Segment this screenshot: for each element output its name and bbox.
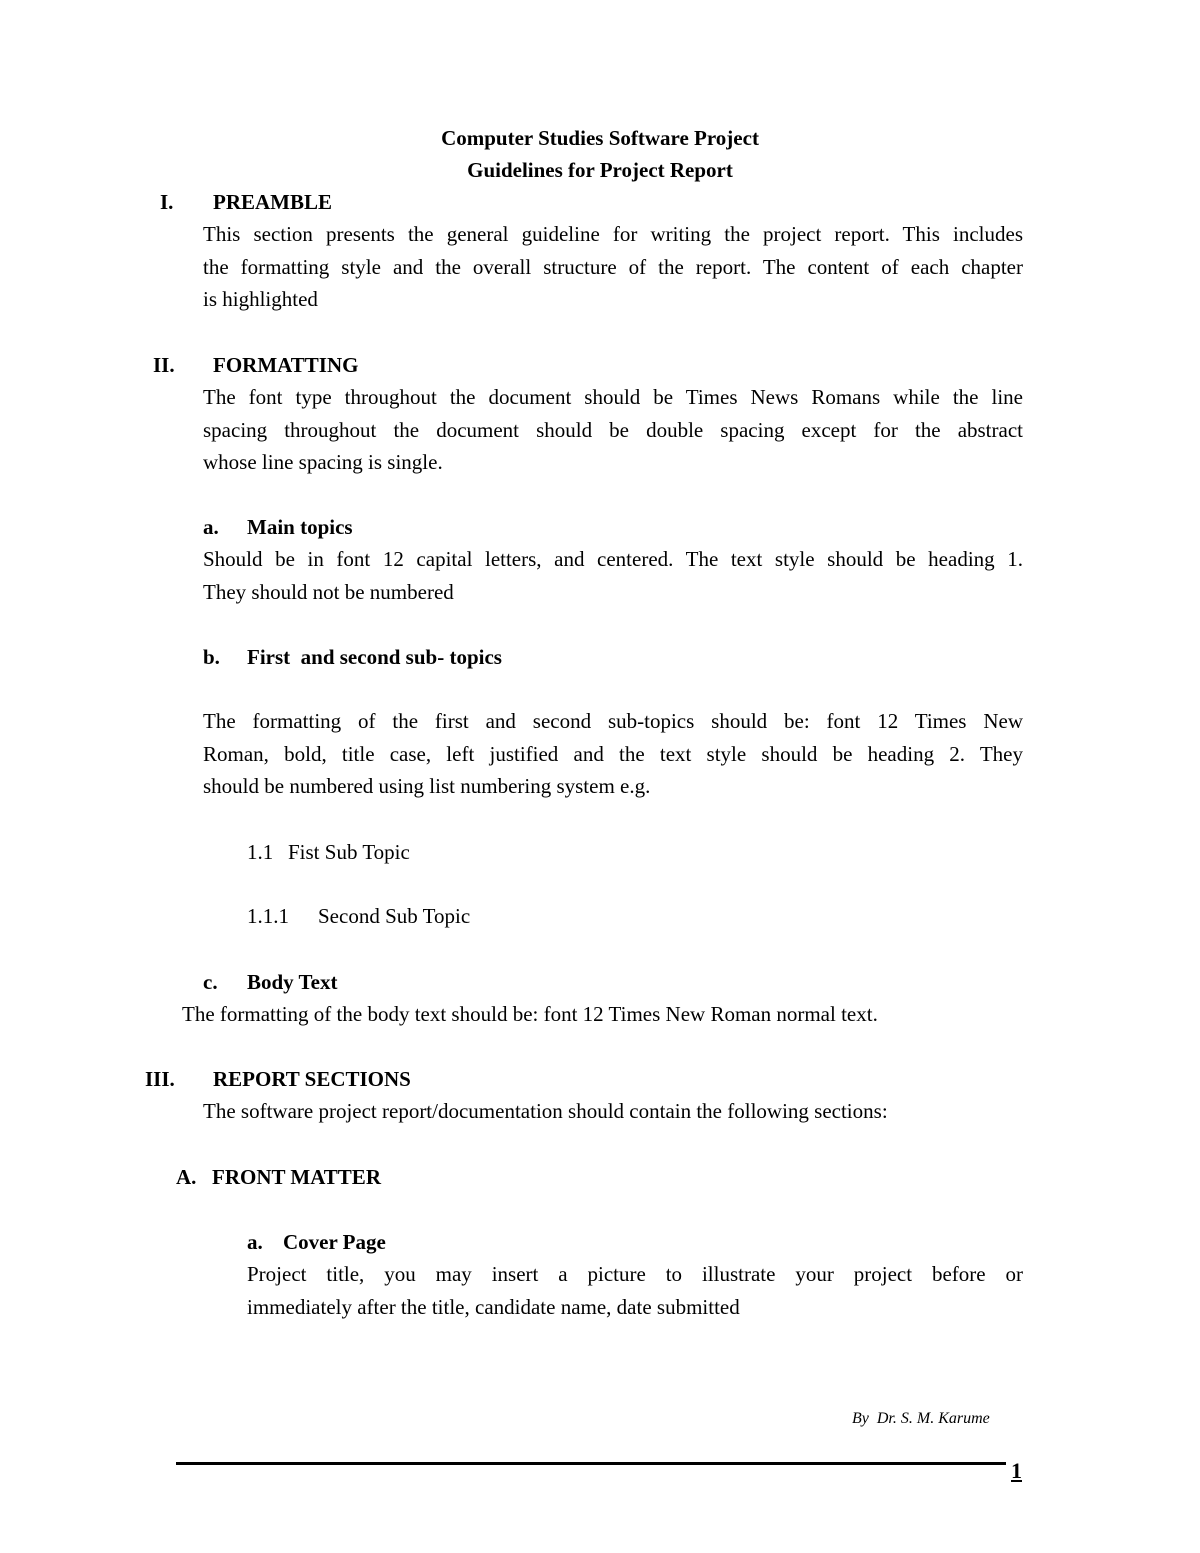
subsection-letter: a.	[247, 1230, 263, 1254]
paragraph-line: The formatting of the first and second sub-topics should be: font 12 Times New	[203, 709, 1023, 733]
document-subtitle: Guidelines for Project Report	[467, 158, 733, 182]
subsection-letter: A.	[176, 1165, 197, 1189]
subsection-heading-cover-page: Cover Page	[283, 1230, 386, 1254]
section-heading-preamble: PREAMBLE	[213, 190, 333, 214]
subsection-heading-sub-topics: First and second sub- topics	[247, 645, 502, 669]
section-number: I.	[160, 190, 174, 214]
paragraph-line: should be numbered using list numbering system e.g.	[203, 774, 651, 798]
subsection-letter: c.	[203, 970, 218, 994]
paragraph-line: is highlighted	[203, 287, 318, 311]
formatting-paragraph	[203, 381, 1023, 479]
subsection-letter: b.	[203, 645, 220, 669]
paragraph-line: spacing throughout the document should be double spacing except for the abstract	[203, 417, 1023, 442]
subsection-heading-main-topics: Main topics	[247, 515, 353, 539]
paragraph-line: Should be in font 12 capital letters, and centered. The text style should be heading 1.	[203, 547, 1023, 571]
preamble-paragraph	[203, 218, 1023, 316]
sub-topics-paragraph	[203, 705, 1023, 803]
section-heading-formatting: FORMATTING	[213, 353, 359, 377]
paragraph-line: Project title, you may insert a picture to illustrate your project before or	[247, 1262, 1023, 1286]
main-topics-paragraph	[203, 543, 1023, 608]
section-heading-report-sections: REPORT SECTIONS	[213, 1067, 411, 1091]
report-sections-paragraph: The software project report/documentation should contain the following sections:	[203, 1099, 888, 1123]
paragraph-line: whose line spacing is single.	[203, 450, 443, 474]
example-second-sub-topic: Second Sub Topic	[318, 904, 471, 928]
example-number: 1.1	[247, 840, 274, 864]
subsection-heading-body-text: Body Text	[247, 970, 338, 994]
paragraph-line: the formatting style and the overall structure of the report. The content of each chapter	[203, 254, 1023, 279]
author-byline: By Dr. S. M. Karume	[852, 1410, 990, 1427]
paragraph-line: This section presents the general guideline for writing the project report. This includes	[203, 222, 1023, 246]
example-first-sub-topic: Fist Sub Topic	[288, 840, 410, 864]
section-number: II.	[153, 353, 175, 377]
paragraph-line: Roman, bold, title case, left justified and the text style should be heading 2. They	[203, 741, 1023, 766]
paragraph-line: The font type throughout the document should be Times News Romans while the line	[203, 385, 1023, 409]
paragraph-line: immediately after the title, candidate name, date submitted	[247, 1294, 740, 1319]
body-text-paragraph: The formatting of the body text should be: font 12 Times New Roman normal text.	[182, 1002, 878, 1026]
document-title: Computer Studies Software Project	[441, 126, 759, 150]
subsection-letter: a.	[203, 515, 219, 539]
footer-rule	[176, 1462, 1006, 1465]
subsection-heading-front-matter: FRONT MATTER	[212, 1165, 381, 1189]
cover-page-paragraph	[247, 1258, 1023, 1323]
section-number: III.	[145, 1067, 175, 1091]
page-number: 1	[1011, 1458, 1022, 1483]
example-number: 1.1.1	[247, 904, 289, 928]
paragraph-line: They should not be numbered	[203, 579, 454, 604]
